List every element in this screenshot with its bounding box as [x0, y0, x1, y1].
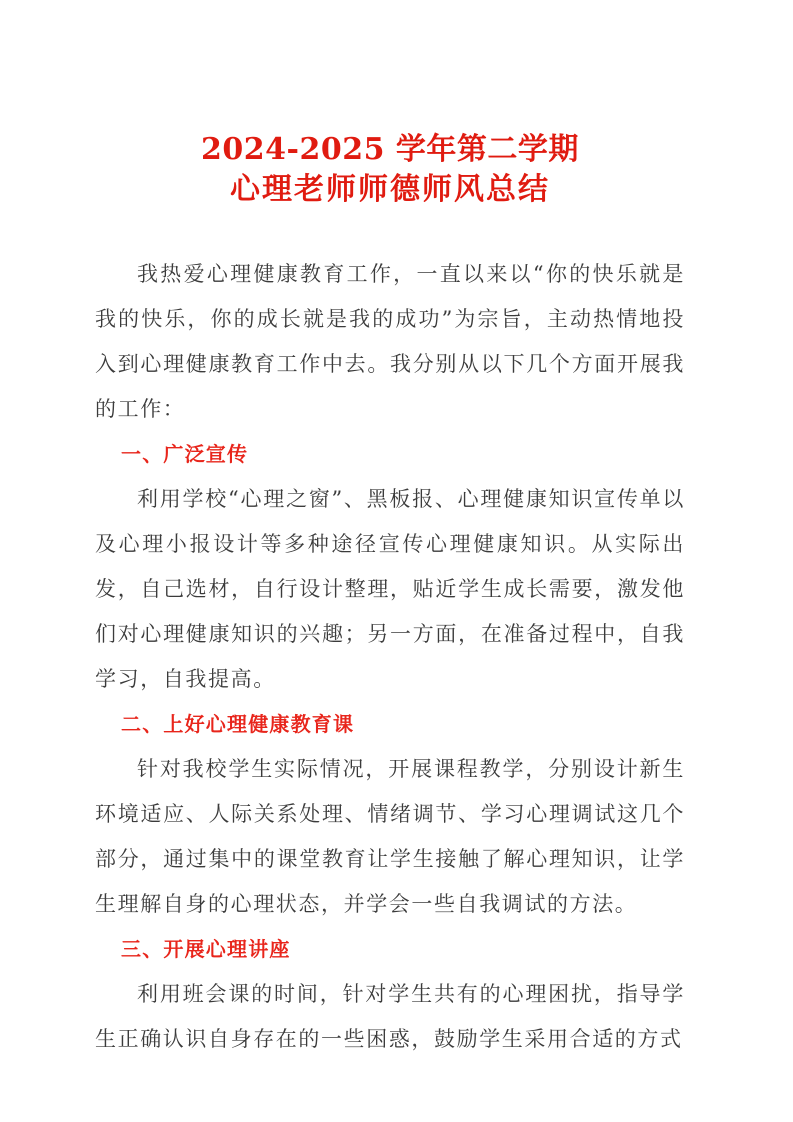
page-title — [95, 0, 685, 210]
page-title-line-1: 2024-2025 学年第二学期 — [201, 132, 579, 167]
body-paragraph: 我热爱心理健康教育工作，一直以来以“你的快乐就是我的快乐，你的成长就是我的成功”为宗旨，主动热情地投入到心理健康教育工作中去。我分别从以下几个方面开展我的工作： — [95, 262, 685, 421]
page-title-line-2: 心理老师师德师风总结 — [230, 172, 550, 207]
body-paragraph: 利用学校“心理之窗”、黑板报、心理健康知识宣传单以及心理小报设计等多种途径宣传心理健康知识。从实际出发，自己选材，自行设计整理，贴近学生成长需要，激发他们对心理健康知识的兴趣；另一方面，在准备过程中，自我学习，自我提高。 — [95, 487, 685, 691]
title-body-spacer — [95, 210, 685, 252]
body-paragraph: 针对我校学生实际情况，开展课程教学，分别设计新生环境适应、人际关系处理、情绪调节、学习心理调试这几个部分，通过集中的课堂教育让学生接触了解心理知识，让学生理解自身的心理状态，并学会一些自我调试的方法。 — [95, 757, 685, 916]
section-heading: 一、广泛宣传 — [121, 442, 249, 466]
section-heading: 二、上好心理健康教育课 — [121, 712, 355, 736]
document-content — [95, 252, 685, 1062]
section-heading: 三、开展心理讲座 — [121, 937, 291, 961]
document-body — [95, 0, 685, 1062]
body-paragraph: 利用班会课的时间，针对学生共有的心理困扰，指导学生正确认识自身存在的一些困惑，鼓励学生采用合适的方式 — [95, 982, 685, 1051]
